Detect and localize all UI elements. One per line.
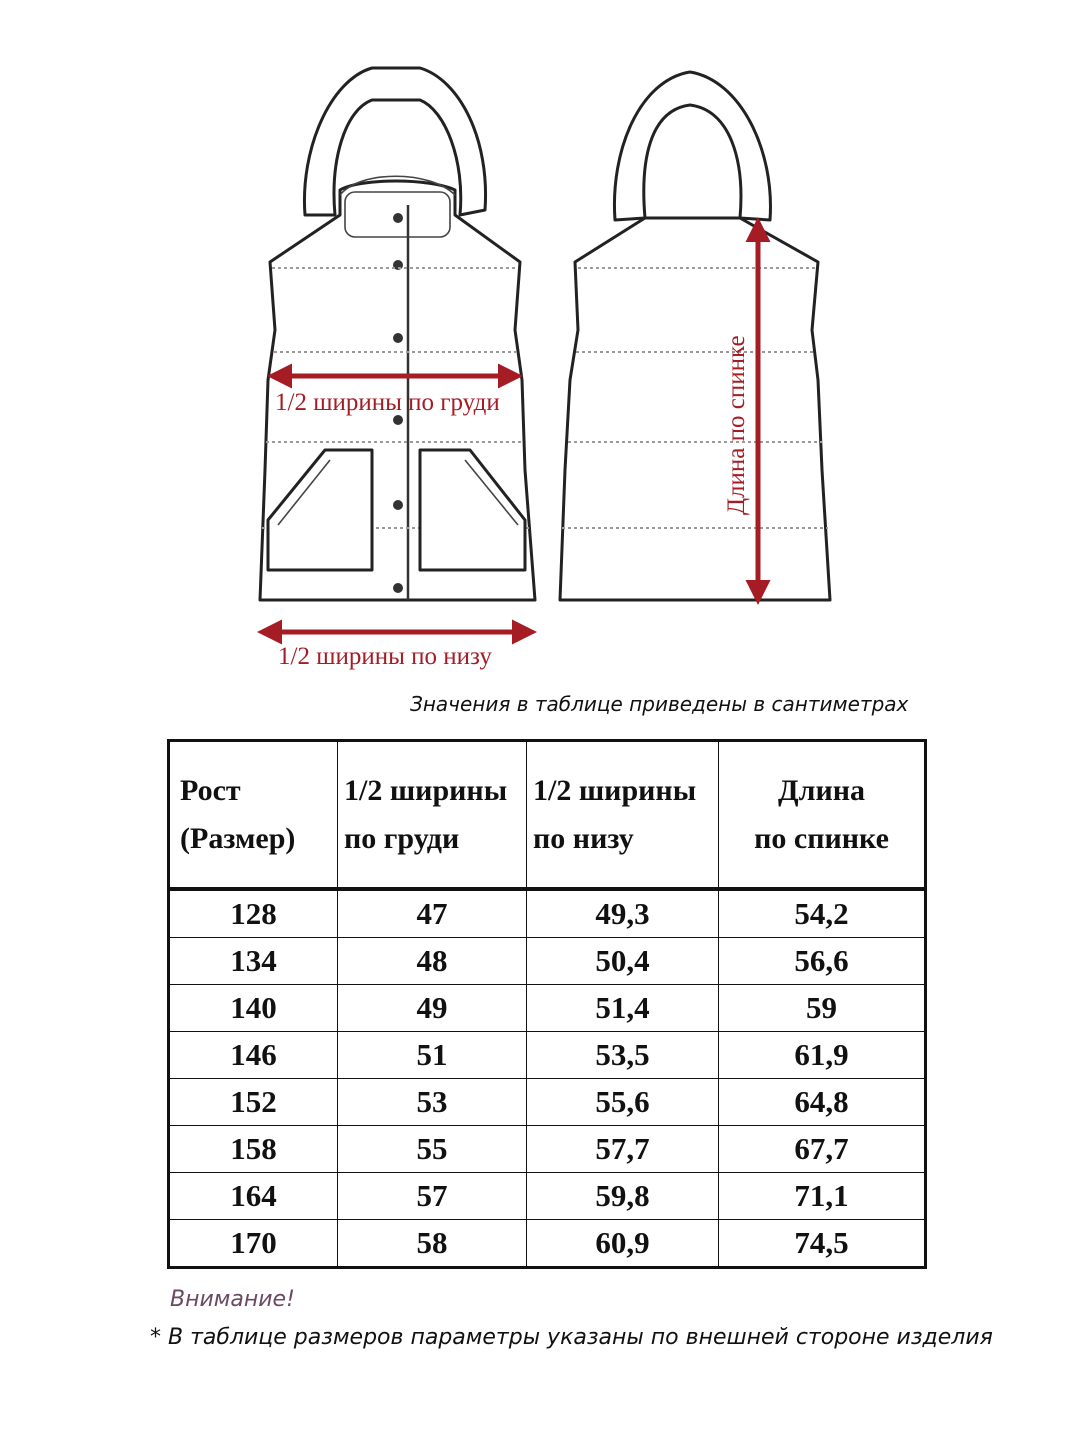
cell-length: 54,2 (719, 889, 926, 938)
cell-height: 170 (169, 1220, 338, 1268)
attention-heading: Внимание! (170, 1287, 295, 1312)
cell-height: 128 (169, 889, 338, 938)
cell-height: 164 (169, 1173, 338, 1220)
cell-length: 67,7 (719, 1126, 926, 1173)
header-back-length: Длина по спинке (719, 741, 926, 890)
cell-length: 56,6 (719, 938, 926, 985)
cell-chest: 55 (338, 1126, 527, 1173)
cell-hem: 60,9 (527, 1220, 719, 1268)
cell-hem: 50,4 (527, 938, 719, 985)
table-row (169, 1126, 926, 1173)
vest-front-drawing (260, 68, 535, 600)
cell-chest: 48 (338, 938, 527, 985)
cell-height: 158 (169, 1126, 338, 1173)
cell-chest: 58 (338, 1220, 527, 1268)
table-row (169, 1220, 926, 1268)
header-hem-width: 1/2 ширины по низу (527, 741, 719, 890)
cell-length: 64,8 (719, 1079, 926, 1126)
cell-height: 134 (169, 938, 338, 985)
cell-height: 146 (169, 1032, 338, 1079)
table-row (169, 1032, 926, 1079)
cell-chest: 47 (338, 889, 527, 938)
table-row (169, 889, 926, 938)
cell-hem: 51,4 (527, 985, 719, 1032)
cell-length: 71,1 (719, 1173, 926, 1220)
cell-height: 140 (169, 985, 338, 1032)
cell-chest: 57 (338, 1173, 527, 1220)
cell-chest: 49 (338, 985, 527, 1032)
cell-chest: 51 (338, 1032, 527, 1079)
table-row (169, 1079, 926, 1126)
units-note: Значения в таблице приведены в сантиметрах (410, 692, 909, 716)
cell-length: 74,5 (719, 1220, 926, 1268)
table-row (169, 938, 926, 985)
vest-measurement-diagram (0, 0, 1084, 690)
header-height-size: Рост (Размер) (169, 741, 338, 890)
cell-hem: 55,6 (527, 1079, 719, 1126)
cell-hem: 53,5 (527, 1032, 719, 1079)
cell-height: 152 (169, 1079, 338, 1126)
cell-hem: 59,8 (527, 1173, 719, 1220)
footnote: * В таблице размеров параметры указаны по внешней стороне изделия (150, 1325, 993, 1350)
cell-hem: 49,3 (527, 889, 719, 938)
back-length-label: Длина по спинке (723, 335, 750, 515)
table-row (169, 985, 926, 1032)
chest-width-label: 1/2 ширины по груди (275, 389, 500, 416)
hem-width-label: 1/2 ширины по низу (278, 643, 492, 670)
size-table (167, 739, 927, 1269)
table-row (169, 1173, 926, 1220)
header-chest-width: 1/2 ширины по груди (338, 741, 527, 890)
cell-length: 61,9 (719, 1032, 926, 1079)
size-table-header-row (169, 741, 926, 890)
cell-chest: 53 (338, 1079, 527, 1126)
cell-length: 59 (719, 985, 926, 1032)
cell-hem: 57,7 (527, 1126, 719, 1173)
vest-back-drawing (560, 72, 830, 600)
